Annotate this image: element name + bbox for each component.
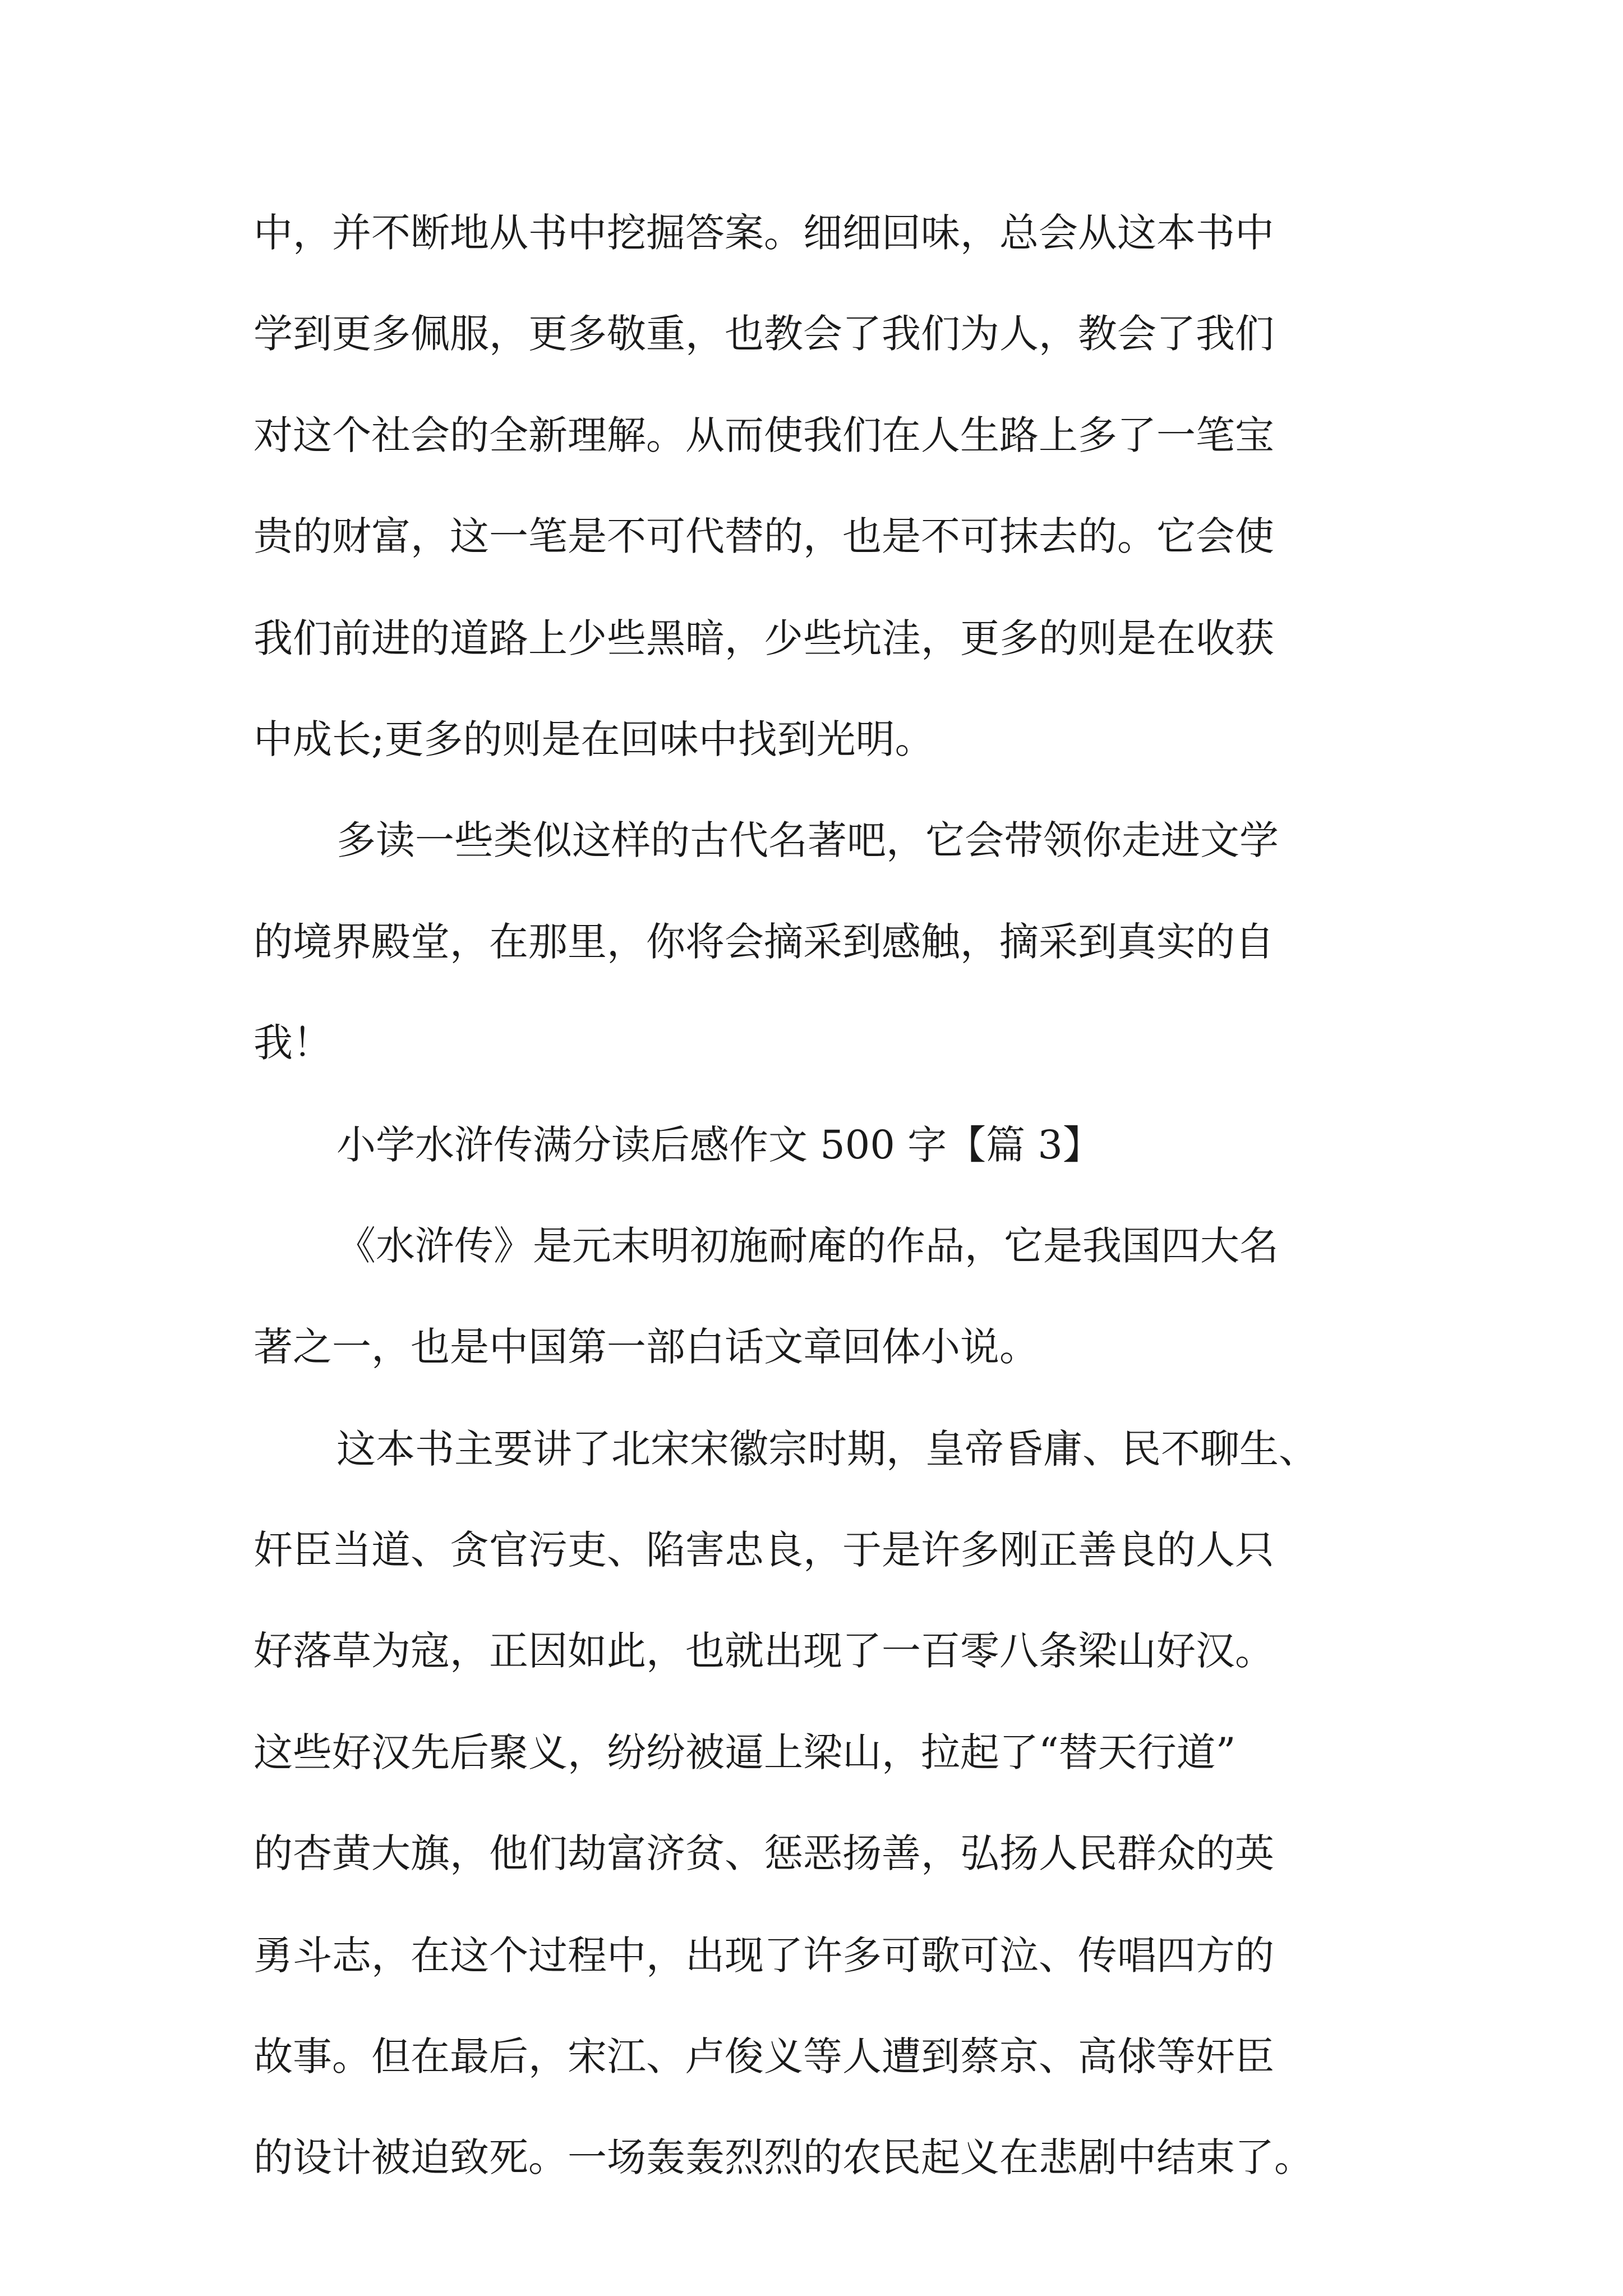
paragraph-first-line: 《水浒传》是元末明初施耐庵的作品，它是我国四大名 — [336, 1223, 1279, 1269]
text-line: 故事。但在最后，宋江、卢俊义等人遭到蔡京、高俅等奸臣 — [253, 2033, 1274, 2079]
text-line: 的杏黄大旗，他们劫富济贫、惩恶扬善，弘扬人民群众的英 — [253, 1830, 1274, 1876]
text-line: 我！ — [253, 1020, 332, 1066]
text-line: 的设计被迫致死。一场轰轰烈烈的农民起义在悲剧中结束了。 — [253, 2134, 1313, 2180]
text-line: 对这个社会的全新理解。从而使我们在人生路上多了一笔宝 — [253, 412, 1274, 458]
section-heading: 小学水浒传满分读后感作文 500 字【篇 3】 — [336, 1122, 1102, 1168]
text-line: 学到更多佩服，更多敬重，也教会了我们为人，教会了我们 — [253, 311, 1274, 357]
text-line: 贵的财富，这一笔是不可代替的，也是不可抹去的。它会使 — [253, 513, 1274, 559]
text-line: 这些好汉先后聚义，纷纷被逼上梁山，拉起了“替天行道” — [253, 1729, 1236, 1775]
text-line: 勇斗志，在这个过程中，出现了许多可歌可泣、传唱四方的 — [253, 1932, 1274, 1978]
text-line: 奸臣当道、贪官污吏、陷害忠良，于是许多刚正善良的人只 — [253, 1527, 1274, 1573]
text-line: 的境界殿堂，在那里，你将会摘采到感触，摘采到真实的自 — [253, 919, 1274, 965]
text-line: 我们前进的道路上少些黑暗，少些坑洼，更多的则是在收获 — [253, 615, 1274, 661]
paragraph-first-line: 多读一些类似这样的古代名著吧，它会带领你走进文学 — [336, 817, 1279, 863]
text-line: 中成长;更多的则是在回味中找到光明。 — [253, 716, 934, 762]
paragraph-first-line: 这本书主要讲了北宋宋徽宗时期，皇帝昏庸、民不聊生、 — [336, 1426, 1318, 1472]
text-line: 好落草为寇，正因如此，也就出现了一百零八条梁山好汉。 — [253, 1628, 1274, 1674]
text-line: 著之一，也是中国第一部白话文章回体小说。 — [253, 1324, 1039, 1370]
text-line: 中，并不断地从书中挖掘答案。细细回味，总会从这本书中 — [253, 210, 1274, 256]
